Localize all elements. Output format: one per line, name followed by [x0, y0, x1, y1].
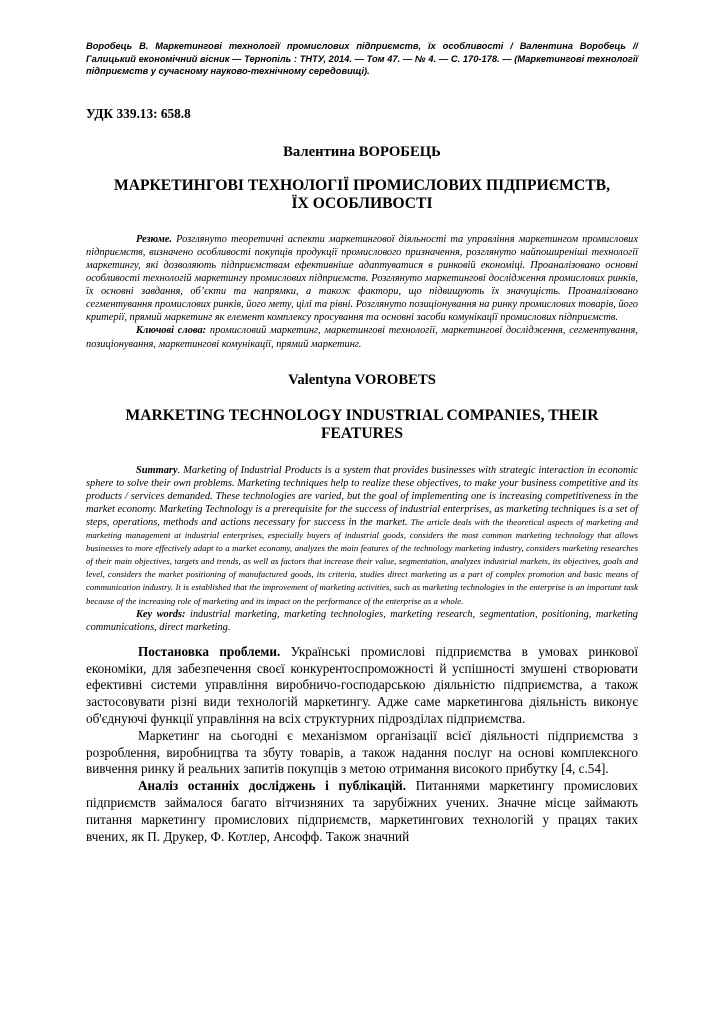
citation: Воробець В. Маркетингові технології промислових підприємств, їх особливості / Валентина Воробець // Галицький економічний вісник — Тернопіль : ТНТУ, 2014. — Том 47. — № 4. — С. 170-178. — (Маркетингові технології підприємств у сучасному науково-технічному середовищі). [86, 41, 638, 77]
summary-en-text-small: The article deals with the theoretical aspects of marketing and marketing management at industrial enterprises, especially buyers of industrial goods, considers the most common marketing technology that allows businesses to more effectively adapt to a market economy, analyzes the main features of the technology marketing industry, considers marketing researches of their main objectives, targets and trends, as well as factors that increase their value, segmentation, analyzes industrial markets, its objectives, goals and level, considers the market positioning of manufactured goods, its criteria, studies direct marketing as a part of complex promotion and basic means of communication industry. It is established that the improvement of marketing activities, such as marketing technologies in the enterprise is an important task because of the increasing role of marketing and its impact on the performance of the enterprise as a whole. [86, 517, 638, 606]
abstract-uk-label: Резюме. [136, 233, 173, 245]
author-name-en: Valentyna VOROBETS [288, 371, 436, 388]
body-paragraph-3 [86, 778, 638, 845]
title-en-line2: FEATURES [320, 424, 404, 442]
keywords-uk-label: Ключові слова: [136, 325, 207, 337]
title-en-line1: MARKETING TECHNOLOGY INDUSTRIAL COMPANIES, THEIR [125, 406, 599, 424]
summary-en-text: . Marketing of Industrial Products is a system that provides businesses with strategic interaction in economic sphere to solve their own problems. Marketing techniques help to realize these objectives, to make your business competitive and its products / services demanded. These technologies are varied, but the goal of implementing one is increasing competitiveness in the market economy. Marketing Technology is a prerequisite for the success of industrial enterprises, as marketing techniques is a set of steps, operations, methods and actions necessary for success in the market. [86, 464, 638, 528]
title-uk-line1: МАРКЕТИНГОВІ ТЕХНОЛОГІЇ ПРОМИСЛОВИХ ПІДПРИЄМСТВ, [114, 176, 610, 194]
abstract-en [86, 464, 638, 634]
keywords-en-paragraph [86, 608, 638, 634]
summary-en-paragraph [86, 464, 638, 608]
paper-page [86, 40, 638, 845]
title-uk-line2: ЇХ ОСОБЛИВОСТІ [291, 194, 433, 212]
body-p3-label: Аналіз останніх досліджень і публікацій. [138, 778, 407, 794]
body-paragraph-1 [86, 644, 638, 728]
author-name-uk: Валентина ВОРОБЕЦЬ [283, 143, 441, 160]
abstract-uk-paragraph [86, 233, 638, 325]
keywords-en-text: industrial marketing, marketing technologies, marketing research, segmentation, positioning, marketing communications, direct marketing. [86, 608, 638, 633]
keywords-uk-text: промисловий маркетинг, маркетингові технології, маркетингові дослідження, сегментування, позиціонування, маркетингові комунікації, прямий маркетинг. [86, 325, 638, 350]
body-p3-text: Питаннями маркетингу промислових підприємств займалося багато вітчизняних та зарубіжних учених. Значне місце займають питання маркетингу промислових підприємств, маркетингових технологій у працях таких вчених, як П. Друкер, Ф. Котлер, Ансофф. Також значний [86, 778, 638, 844]
body-paragraph-2: Маркетинг на сьогодні є механізмом організації всієї діяльності підприємства з розроблення, виробництва та збуту товарів, а також надання послуг на основі комплексного вивчення ринку й реальних запитів покупців з метою отримання високого прибутку [4, с.54]. [86, 727, 638, 777]
paper-title-uk [86, 177, 638, 213]
keywords-en-label: Key words: [136, 608, 186, 620]
summary-en-label: Summary [136, 464, 178, 476]
paper-title-en [86, 407, 638, 443]
body-p1-text: Українські промислові підприємства в умовах ринкової економіки, для забезпечення своєї конкурентоспроможності й успішності змушені створювати ефективні системи управління виробничо-господарською діяльністю підприємства, а також застосовувати різні види технологій маркетингу. Адже саме маркетингова діяльність виконує об'єднуючі функції управління на всіх структурних підрозділах підприємства. [86, 643, 638, 727]
keywords-uk-paragraph [86, 324, 638, 350]
abstract-uk [86, 233, 638, 351]
abstract-uk-text: Розглянуто теоретичні аспекти маркетингової діяльності та управління маркетингом промислових підприємств, визначено особливості покупців продукції промислового призначення, розглянуто найпоширеніші технології маркетингу, які дозволяють підприємствам ефективніше адаптуватися в ринковій економіці. Проаналізовано основні особливості технологій маркетингу промислових підприємств. Розглянуто маркетингові дослідження промислових ринків, їх основні завдання, об’єкти та напрямки, а також фактори, що підвищують їх значущість. Проаналізовано сегментування промислових ринків, його мету, цілі та рівні. Розглянуто позиціонування на ринку промислових товарів, його критерії, прямий маркетинг як елемент комплексу просування та основні засоби комунікації промислових підприємств. [86, 233, 638, 324]
udk-code: УДК 339.13: 658.8 [86, 105, 191, 121]
body-p1-label: Постановка проблеми. [138, 643, 281, 659]
